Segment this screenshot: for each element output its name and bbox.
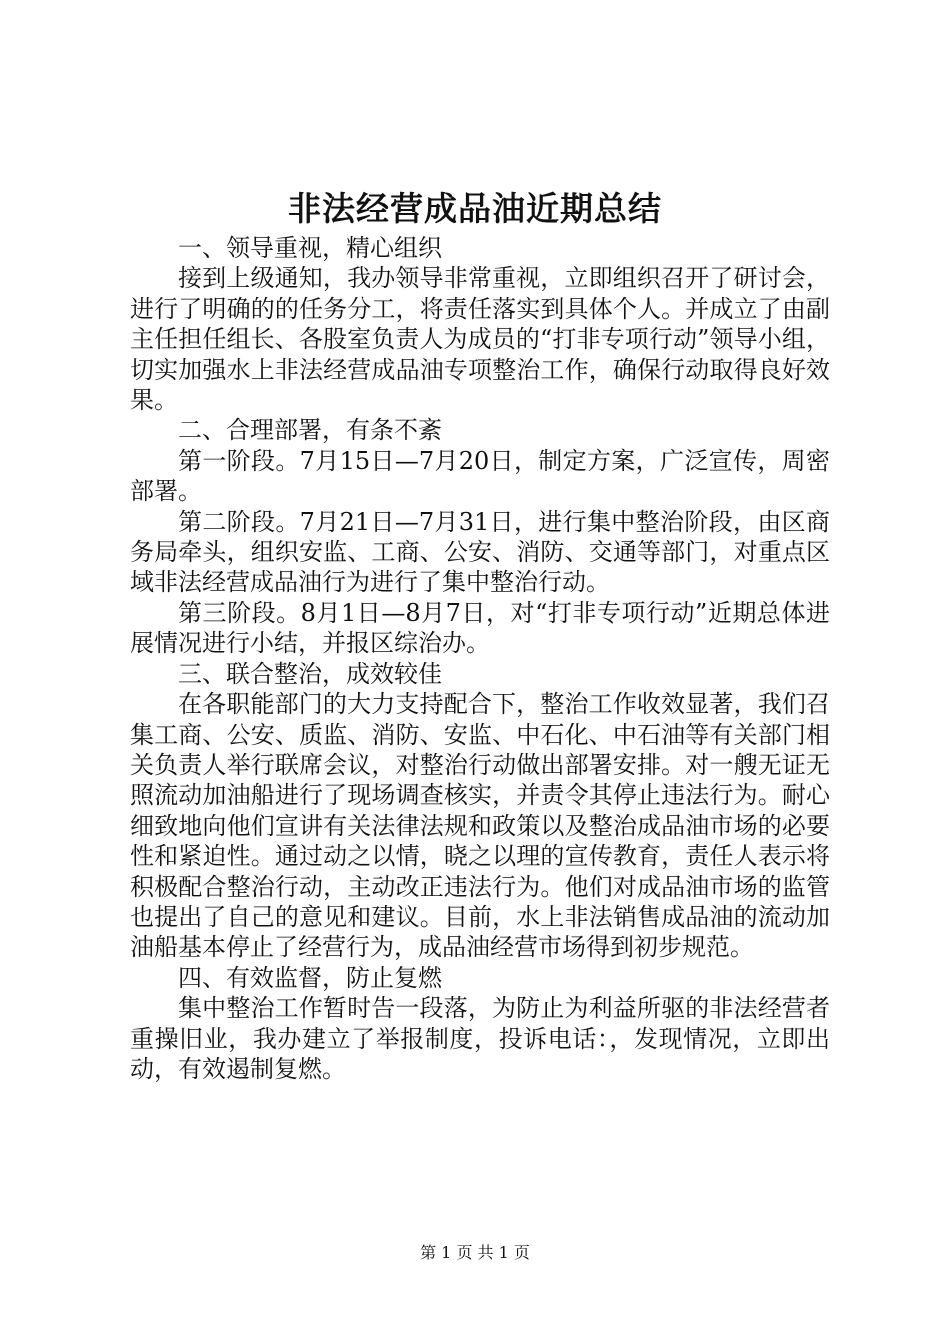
paragraph-joint-rectification: 在各职能部门的大力支持配合下，整治工作收效显著，我们召集工商、公安、质监、消防、安监、中石化、中石油等有关部门相关负责人举行联席会议，对整治行动做出部署安排。对一艘无证无照流动加油船进行了现场调查核实，并责令其停止违法行为。耐心细致地向他们宣讲有关法律法规和政策以及整治成品油市场的必要性和紧迫性。通过动之以情，晓之以理的宣传教育，责任人表示将积极配合整治行动，主动改正违法行为。他们对成品油市场的监管也提出了自己的意见和建议。目前，水上非法销售成品油的流动加油船基本停止了经营行为，成品油经营市场得到初步规范。 (130, 690, 830, 962)
section-heading-4: 四、有效监督，防止复燃 (178, 963, 442, 992)
document-title: 非法经营成品油近期总结 (288, 189, 662, 228)
paragraph-stage-2: 第二阶段。7月21日—7月31日，进行集中整治阶段，由区商务局牵头，组织安监、工商、公安、消防、交通等部门，对重点区域非法经营成品油行为进行了集中整治行动。 (130, 507, 830, 597)
paragraph-1: 接到上级通知，我办领导非常重视，立即组织召开了研讨会，进行了明确的的任务分工，将责任落实到具体个人。并成立了由副主任担任组长、各股室负责人为成员的“打非专项行动”领导小组，切实加强水上非法经营成品油专项整治工作，确保行动取得良好效果。 (130, 264, 830, 415)
paragraph-stage-3: 第三阶段。8月1日—8月7日，对“打非专项行动”近期总体进展情况进行小结，并报区综治办。 (130, 598, 830, 658)
page-total: 共 1 页 (477, 1243, 530, 1262)
section-heading-1: 一、领导重视，精心组织 (178, 234, 442, 262)
paragraph-stage-1: 第一阶段。7月15日—7月20日，制定方案，广泛宣传，周密部署。 (130, 446, 830, 506)
section-heading-2: 二、合理部署，有条不紊 (178, 416, 442, 445)
paragraph-supervision: 集中整治工作暂时告一段落，为防止为利益所驱的非法经营者重操旧业，我办建立了举报制度，投诉电话：，发现情况，立即出动，有效遏制复燃。 (130, 994, 830, 1083)
page-footer (0, 1241, 950, 1265)
section-heading-3: 三、联合整治，成效较佳 (178, 659, 442, 688)
document-body (130, 233, 830, 1084)
page-number: 第 1 页 (420, 1243, 473, 1262)
